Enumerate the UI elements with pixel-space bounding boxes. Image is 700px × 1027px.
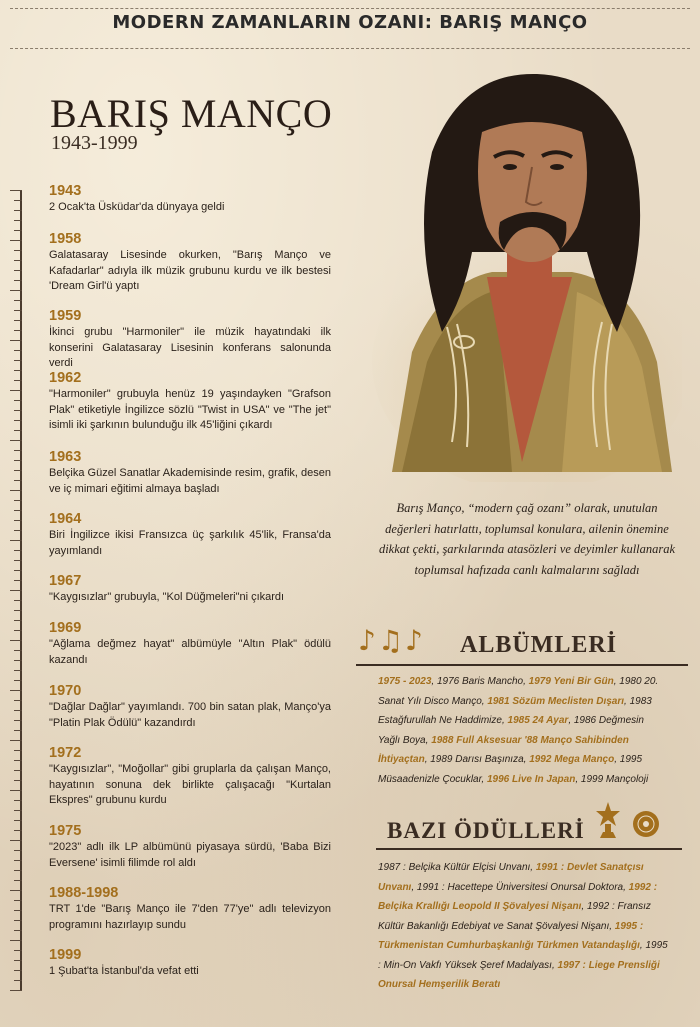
ruler-tick <box>10 640 22 641</box>
entry-text: , 1995 : Min-On Vakfı Yüksek Şeref Madalyası, <box>378 940 668 971</box>
ruler-tick <box>14 510 22 511</box>
timeline-text: Galatasaray Lisesinde okurken, "Barış Manço ve Kafadarlar" adıyla ilk müzik grubunu kurdu ve ilk bestesi 'Dream Girl'ü yaptı <box>49 249 331 292</box>
ruler-tick <box>14 700 22 701</box>
ruler-tick <box>10 790 22 791</box>
ruler-tick <box>14 430 22 431</box>
timeline-text: Belçika Güzel Sanatlar Akademisinde resim, grafik, desen ve iç mimari eğitimi almaya başladı <box>49 467 331 495</box>
timeline-entry <box>49 370 331 434</box>
ruler-tick <box>14 860 22 861</box>
timeline-text: "Dağlar Dağlar" yayımlandı. 700 bin satan plak, Manço'ya "Platin Plak Ödülü" kazandırdı <box>49 701 331 729</box>
ruler-tick <box>14 670 22 671</box>
ruler-tick <box>10 240 22 241</box>
ruler-tick <box>14 580 22 581</box>
ruler-tick <box>14 320 22 321</box>
entry-text: , 1980 20. Sanat Yılı Disco Manço, <box>378 676 659 707</box>
ruler-tick <box>14 450 22 451</box>
highlighted-entry: 1981 Sözüm Meclisten Dışarı <box>487 695 625 707</box>
awards-icons <box>594 800 664 840</box>
ruler-tick <box>14 650 22 651</box>
timeline-year: 1959 <box>49 308 82 324</box>
ruler-tick <box>14 530 22 531</box>
ruler-tick <box>14 280 22 281</box>
highlighted-entry: 1997 : Liege Prensliği Onursal Hemşerilik Beratı <box>378 959 660 990</box>
timeline-entry <box>49 745 331 809</box>
ruler-tick <box>10 590 22 591</box>
ruler-tick <box>14 520 22 521</box>
entry-text: , 1976 Baris Mancho, <box>431 676 529 687</box>
highlighted-entry: 1995 : Türkmenistan Cumhurbaşkanlığı Türkmen Vatandaşlığı <box>378 920 644 951</box>
entry-text: , 1986 Değmesin Yağlı Boya, <box>378 715 644 746</box>
entry-text: , 1991 : Hacettepe Üniversitesi Onursal Doktora, <box>411 881 629 893</box>
entry-text: , 1995 Müsaadenizle Çocuklar, <box>378 754 643 785</box>
timeline-year: 1943 <box>49 183 82 199</box>
ruler-tick <box>14 960 22 961</box>
ruler-tick <box>14 220 22 221</box>
timeline-entry <box>49 947 331 980</box>
albums-list <box>378 672 668 789</box>
ruler-tick <box>14 880 22 881</box>
life-years: 1943-1999 <box>51 132 138 154</box>
ruler-tick <box>14 550 22 551</box>
ruler-tick <box>14 810 22 811</box>
highlighted-entry: 1992 : Belçika Krallığı Leopold II Şövalyesi Nişanı <box>378 881 658 912</box>
timeline-text: İkinci grubu "Harmoniler" ile müzik hayatındaki ilk konserini Galatasaray Lisesinin konferans salonunda verdi <box>49 326 331 369</box>
timeline-entry <box>49 620 331 668</box>
timeline-entry <box>49 449 331 497</box>
ruler-tick <box>14 600 22 601</box>
timeline-year: 1962 <box>49 370 82 386</box>
timeline-year: 1967 <box>49 573 82 589</box>
ruler-tick <box>14 760 22 761</box>
ruler-tick <box>14 370 22 371</box>
ruler-tick <box>10 840 22 841</box>
timeline-text: Biri İngilizce ikisi Fransızca üç şarkılık 45'lik, Fransa'da yayımlandı <box>49 529 331 557</box>
ruler-tick <box>14 570 22 571</box>
ruler-tick <box>14 330 22 331</box>
ruler-tick <box>14 910 22 911</box>
ruler-tick <box>14 710 22 711</box>
ruler-tick <box>14 300 22 301</box>
music-notes-icon: ♪♫♪ <box>358 624 425 657</box>
ruler-tick <box>14 470 22 471</box>
awards-list <box>378 858 668 995</box>
highlighted-entry: 1992 Mega Manço <box>529 754 615 765</box>
highlighted-entry: 1979 Yeni Bir Gün <box>528 676 614 687</box>
ruler-tick <box>14 260 22 261</box>
person-name: BARIŞ MANÇO <box>50 91 333 136</box>
ruler-tick <box>10 490 22 491</box>
ruler-tick <box>14 350 22 351</box>
portrait-illustration <box>372 62 682 482</box>
timeline-entry <box>49 683 331 731</box>
timeline-year: 1963 <box>49 449 82 465</box>
ruler-tick <box>14 780 22 781</box>
timeline-year: 1988-1998 <box>49 885 119 901</box>
top-dashed-rule <box>10 8 690 9</box>
ruler-tick <box>10 990 22 991</box>
timeline-year: 1964 <box>49 511 82 527</box>
highlighted-entry: 1985 24 Ayar <box>507 715 569 726</box>
ruler-tick <box>14 660 22 661</box>
highlighted-entry: 1996 Live In Japan <box>486 773 576 785</box>
ruler-tick <box>10 940 22 941</box>
timeline-year: 1958 <box>49 231 82 247</box>
timeline-entry <box>49 231 331 295</box>
ruler-tick <box>14 900 22 901</box>
ruler-tick <box>14 230 22 231</box>
ruler-tick <box>14 920 22 921</box>
timeline-text: "Ağlama değmez hayat" albümüyle "Altın Plak" ödülü kazandı <box>49 638 331 666</box>
ruler-tick <box>10 190 22 191</box>
timeline-entry <box>49 885 331 933</box>
ruler-tick <box>14 820 22 821</box>
timeline-text: 2 Ocak'ta Üsküdar'da dünyaya geldi <box>49 201 225 213</box>
ruler-tick <box>14 400 22 401</box>
timeline-text: "Kaygısızlar" grubuyla, "Kol Düğmeleri"ni çıkardı <box>49 591 285 603</box>
quote-text: Barış Manço, “modern çağ ozanı” olarak, unutulan değerleri hatırlattı, toplumsal konulara, ailenin önemine dikkat çekti, şarkılarında atasözleri ve deyimler kullanarak toplumsal hafızada canlı kalmalarını sağladı <box>378 501 676 577</box>
entry-text: , 1983 Estağfurullah Ne Haddimize, <box>378 695 652 726</box>
ruler-tick <box>14 210 22 211</box>
ruler-tick <box>10 890 22 891</box>
timeline-ruler <box>10 190 24 990</box>
ruler-tick <box>10 690 22 691</box>
timeline-year: 1999 <box>49 947 82 963</box>
ruler-tick <box>14 380 22 381</box>
timeline-year: 1975 <box>49 823 82 839</box>
ruler-tick <box>10 340 22 341</box>
entry-text: , 1992 : Fransız Kültür Bakanlığı Edebiyat ve Sanat Şövalyesi Nişanı, <box>378 901 651 932</box>
ruler-tick <box>14 630 22 631</box>
ruler-tick <box>10 390 22 391</box>
albums-title: ALBÜMLERİ <box>460 632 618 658</box>
entry-text: 1987 : Belçika Kültür Elçisi Unvanı, <box>378 862 536 873</box>
timeline-entry <box>49 308 331 372</box>
header-dashed-rule <box>10 48 690 49</box>
ruler-tick <box>14 720 22 721</box>
ruler-tick <box>14 950 22 951</box>
ruler-tick <box>14 360 22 361</box>
ruler-tick <box>14 830 22 831</box>
timeline-entry <box>49 823 331 871</box>
timeline-year: 1970 <box>49 683 82 699</box>
ruler-tick <box>10 440 22 441</box>
ruler-tick <box>14 500 22 501</box>
ruler-tick <box>14 270 22 271</box>
timeline-text: 1 Şubat'ta İstanbul'da vefat etti <box>49 965 199 977</box>
ruler-tick <box>10 540 22 541</box>
ruler-tick <box>14 420 22 421</box>
ruler-tick <box>14 560 22 561</box>
highlighted-entry: 1991 : Devlet Sanatçısı Unvanı <box>378 862 644 893</box>
timeline-year: 1969 <box>49 620 82 636</box>
timeline-text: TRT 1'de "Barış Manço ile 7'den 77'ye" adlı televizyon programını hazırlayıp sundu <box>49 903 331 931</box>
entry-text: , 1999 Mançoloji <box>575 773 649 785</box>
ruler-tick <box>14 930 22 931</box>
record-disc-icon <box>633 811 659 837</box>
timeline-entry <box>49 573 331 606</box>
timeline-text: "Kaygısızlar", "Moğollar" gibi gruplarla da çalışan Manço, hayatının sonuna dek birlikte çalışacağı "Kurtalan Ekspres" grubunu kurdu <box>49 763 331 806</box>
ruler-tick <box>14 850 22 851</box>
ruler-tick <box>14 480 22 481</box>
ruler-tick <box>14 410 22 411</box>
ruler-tick <box>14 610 22 611</box>
ruler-tick <box>14 200 22 201</box>
ruler-tick <box>14 460 22 461</box>
ruler-tick <box>14 730 22 731</box>
page-title: MODERN ZAMANLARIN OZANI: BARIŞ MANÇO <box>112 12 588 33</box>
star-trophy-icon <box>596 802 620 838</box>
entry-text: , 1989 Darısı Başınıza, <box>424 754 530 765</box>
ruler-tick <box>14 620 22 621</box>
timeline-text: "Harmoniler" grubuyla henüz 19 yaşındayken "Grafson Plak" etiketiyle İngilizce sözlü "Twist in USA" ve "The jet" isimli iki şarkının bulunduğu ilk 45'liğini çıkardı <box>49 388 331 431</box>
timeline-entry <box>49 511 331 559</box>
awards-divider <box>376 848 682 850</box>
ruler-tick <box>14 970 22 971</box>
ruler-tick <box>14 750 22 751</box>
timeline-text: "2023" adlı ilk LP albümünü piyasaya sürdü, 'Baba Bizi Eversene' isimli filimde rol aldı <box>49 841 331 869</box>
ruler-tick <box>10 740 22 741</box>
ruler-tick <box>14 800 22 801</box>
highlighted-entry: 1975 - 2023 <box>378 676 432 687</box>
ruler-tick <box>14 680 22 681</box>
highlighted-entry: 1988 Full Aksesuar '88 Manço Sahibinden İhtiyaçtan <box>378 734 629 765</box>
ruler-tick <box>14 980 22 981</box>
timeline-entry <box>49 183 331 216</box>
awards-title: BAZI ÖDÜLLERİ <box>387 818 585 843</box>
timeline-year: 1972 <box>49 745 82 761</box>
ruler-tick <box>14 770 22 771</box>
ruler-tick <box>14 250 22 251</box>
albums-divider <box>356 664 688 666</box>
ruler-tick <box>10 290 22 291</box>
ruler-tick <box>14 870 22 871</box>
ruler-tick <box>14 310 22 311</box>
